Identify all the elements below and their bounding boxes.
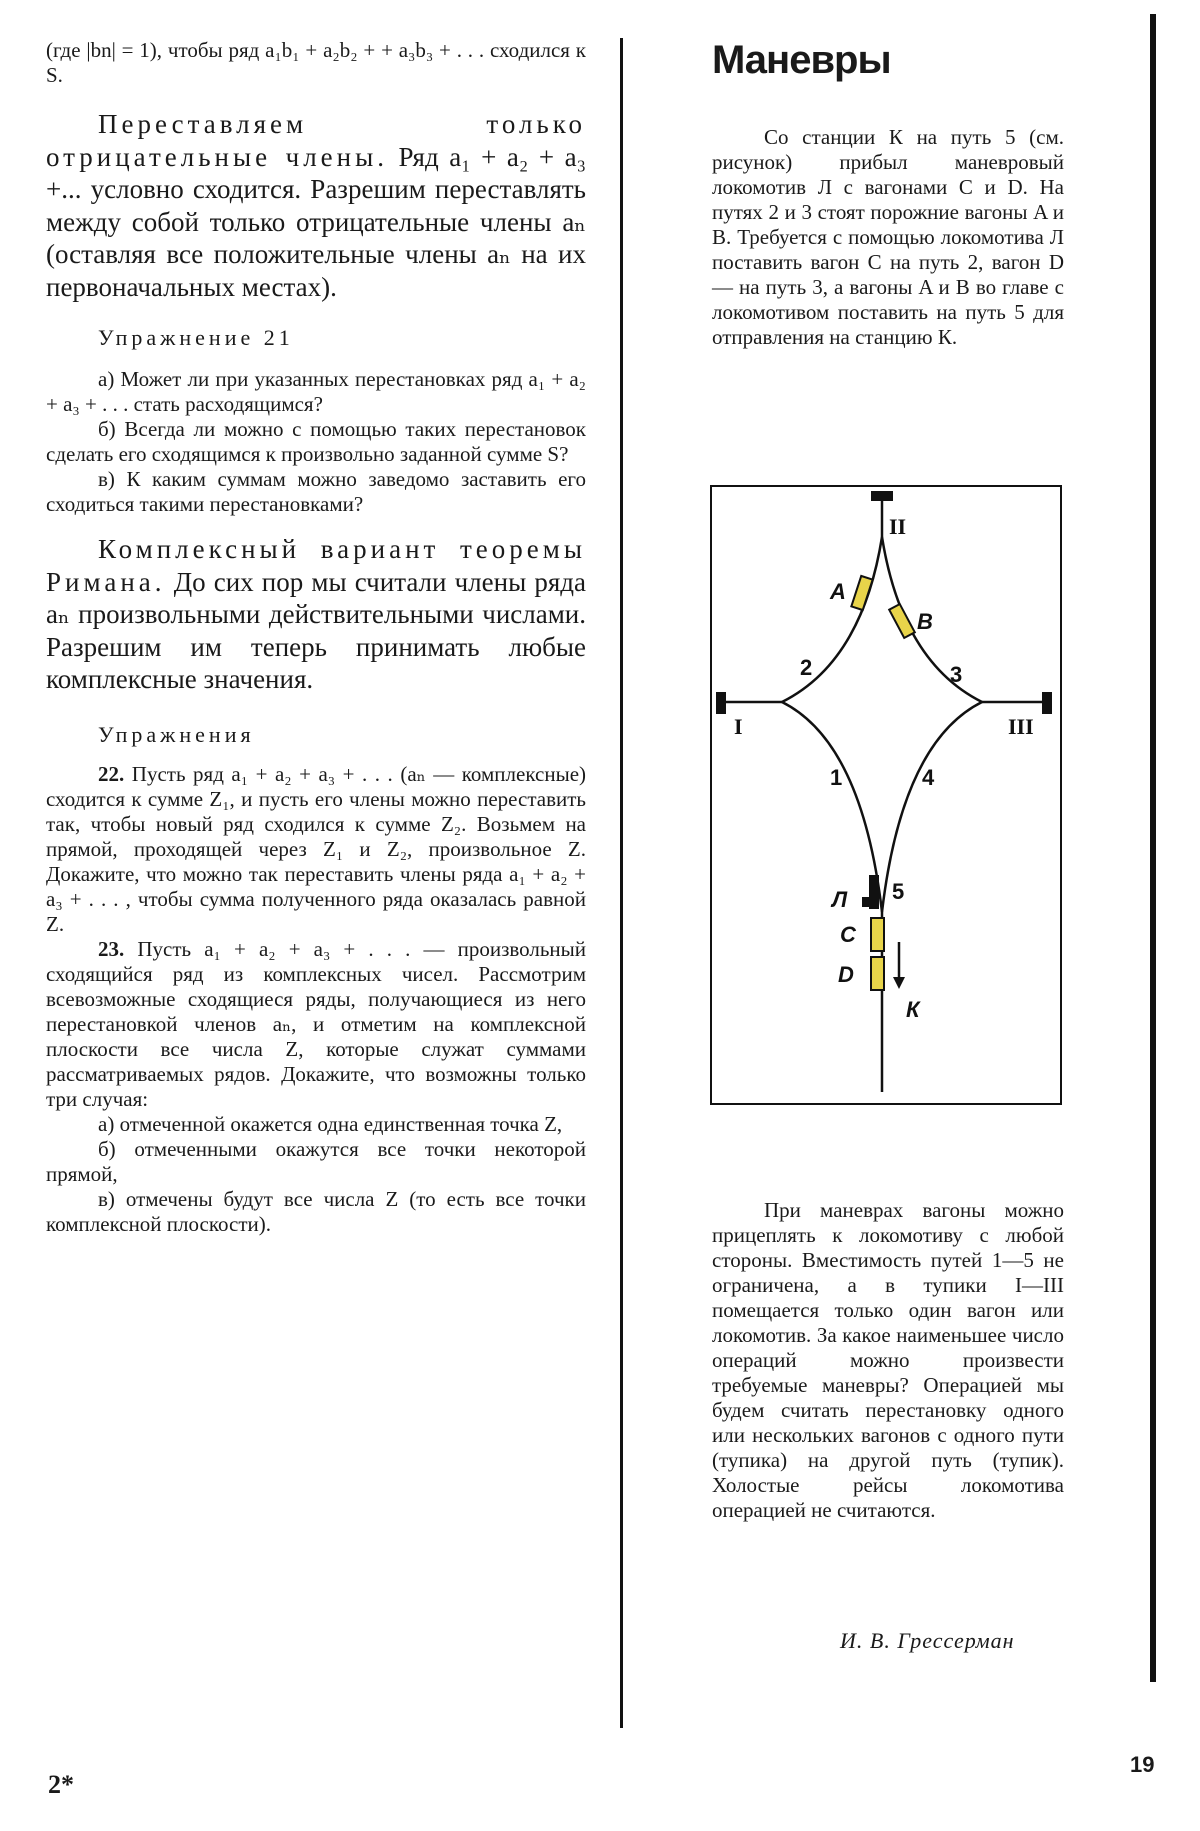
track-diagram-svg — [712, 487, 1059, 1102]
locomotive — [869, 875, 879, 909]
intro-continuation: (где |bn| = 1), чтобы ряд a₁b₁ + a₂b₂ + + a₃b₃ + . . . сходился к S. — [46, 38, 586, 87]
locomotive-label: Л — [832, 887, 848, 912]
column-divider — [620, 38, 623, 1728]
page-edge-rule — [1150, 14, 1156, 1682]
right-column — [712, 30, 1064, 350]
article-title: Маневры — [712, 38, 891, 82]
car-d-label: D — [838, 962, 854, 987]
exercises-heading: Упражнения — [98, 721, 255, 747]
exercise-22 — [46, 762, 586, 937]
exercise-22-number: 22. — [98, 761, 125, 786]
car-b — [889, 604, 915, 638]
problem-statement: Со станции К на путь 5 (см. рисунок) прибыл маневровый локомотив Л с вагонами C и D. На путях 2 и 3 стоят порожние вагоны A и B. Требуется с помощью локомотива Л поставить вагон C на путь 2, вагон D — на путь 3, а вагоны A и B во главе с локомотивом поставить на путь 5 для отправления на станцию К. — [712, 125, 1064, 349]
author-signature: И. В. Грессерман — [840, 1628, 1015, 1653]
track-1-label: 1 — [830, 765, 843, 790]
car-b-label: B — [917, 609, 933, 634]
exercise-21-b: б) Всегда ли можно с помощью таких перестановок сделать его сходящимся к произвольно заданной сумме S? — [46, 417, 586, 466]
paragraph-complex-variant — [46, 533, 586, 696]
signature-mark: 2* — [48, 1770, 74, 1799]
track-3-label: 3 — [950, 662, 963, 687]
car-d — [871, 957, 884, 990]
exercise-23-a: а) отмеченной окажется одна единственная точка Z, — [98, 1111, 563, 1136]
buffer-stop-3 — [1042, 692, 1052, 714]
car-c-label: C — [840, 922, 856, 947]
left-column — [46, 38, 586, 1237]
page-number: 19 — [1130, 1752, 1155, 1777]
dead-end-2-label: II — [889, 514, 907, 539]
exercise-21-c: в) К каким суммам можно заведомо заставить его сходиться такими перестановками? — [46, 467, 586, 516]
exercise-23-c: в) отмечены будут все числа Z (то есть все точки комплексной плоскости). — [46, 1186, 586, 1236]
dead-end-3-label: III — [1008, 714, 1034, 739]
track-4-label: 4 — [922, 765, 935, 790]
rules-paragraph: При маневрах вагоны можно прицеплять к локомотиву с любой стороны. Вместимость путей 1—5 не ограничена, а в тупики I—III помещается только один вагон или локомотив. За какое наименьшее число операций можно произвести требуемые маневры? Операцией мы будем считать перестановку одного или нескольких вагонов с одного пути (тупика) на другой путь (тупик). Холостые рейсы локомотива операцией не считаются. — [712, 1198, 1064, 1522]
exercise-23-number: 23. — [98, 936, 125, 961]
right-column-lower — [712, 1198, 1064, 1523]
track-2-curve — [782, 537, 882, 702]
paragraph-body: Ряд a₁ + a₂ + a₃ +... условно сходится. Разрешим переставлять между собой только отрицательные члены aₙ (оставляя все положительные члены aₙ на их первоначальных местах). — [46, 141, 586, 302]
locomotive-cab — [862, 897, 870, 907]
paragraph-heading: Переставляем только отрицательные члены. — [46, 109, 586, 172]
exercise-21-a: а) Может ли при указанных перестановках ряд a₁ + a₂ + a₃ + . . . стать расходящимся? — [46, 367, 586, 416]
paragraph-heading: Комплексный вариант теоремы Римана. — [46, 534, 586, 597]
arrow-down-icon — [893, 977, 905, 989]
paragraph-negative-terms — [46, 108, 586, 303]
exercise-23-b: б) отмеченными окажутся все точки некоторой прямой, — [46, 1136, 586, 1186]
dead-end-1-label: I — [734, 714, 743, 739]
track-diagram — [710, 485, 1062, 1105]
station-label: К — [906, 997, 920, 1022]
buffer-stop-1 — [716, 692, 726, 714]
track-5-label: 5 — [892, 879, 905, 904]
car-a-label: A — [830, 579, 846, 604]
exercise-23-text: Пусть a₁ + a₂ + a₃ + . . . — произвольный сходящийся ряд из комплексных чисел. Рассмотрим всевозможные сходящиеся ряды, получающиеся из него перестановкой членов aₙ, и отметим на комплексной плоскости все числа Z, которые служат суммами рассматриваемых рядов. Докажите, что возможны только три случая: — [46, 936, 587, 1111]
car-c — [871, 918, 884, 951]
exercise-22-text: Пусть ряд a₁ + a₂ + a₃ + . . . (aₙ — комплексные) сходится к сумме Z₁, и пусть его члены можно переставить так, чтобы новый ряд сходился к сумме Z₂. Возьмем на прямой, проходящей через Z₁ и Z₂, произвольное Z. Докажите, что можно так переставить члены ряда a₁ + a₂ + a₃ + . . . , чтобы сумма полученного ряда оказалась равной Z. — [46, 761, 587, 936]
paragraph-body: До сих пор мы считали члены ряда aₙ произвольными действительными числами. Разрешим им теперь принимать любые комплексные значения. — [46, 566, 587, 694]
buffer-stop-2 — [871, 491, 893, 501]
exercise-21-heading: Упражнение 21 — [98, 325, 294, 350]
track-2-label: 2 — [800, 655, 813, 680]
exercise-23 — [46, 937, 586, 1112]
track-1-curve — [782, 702, 882, 912]
